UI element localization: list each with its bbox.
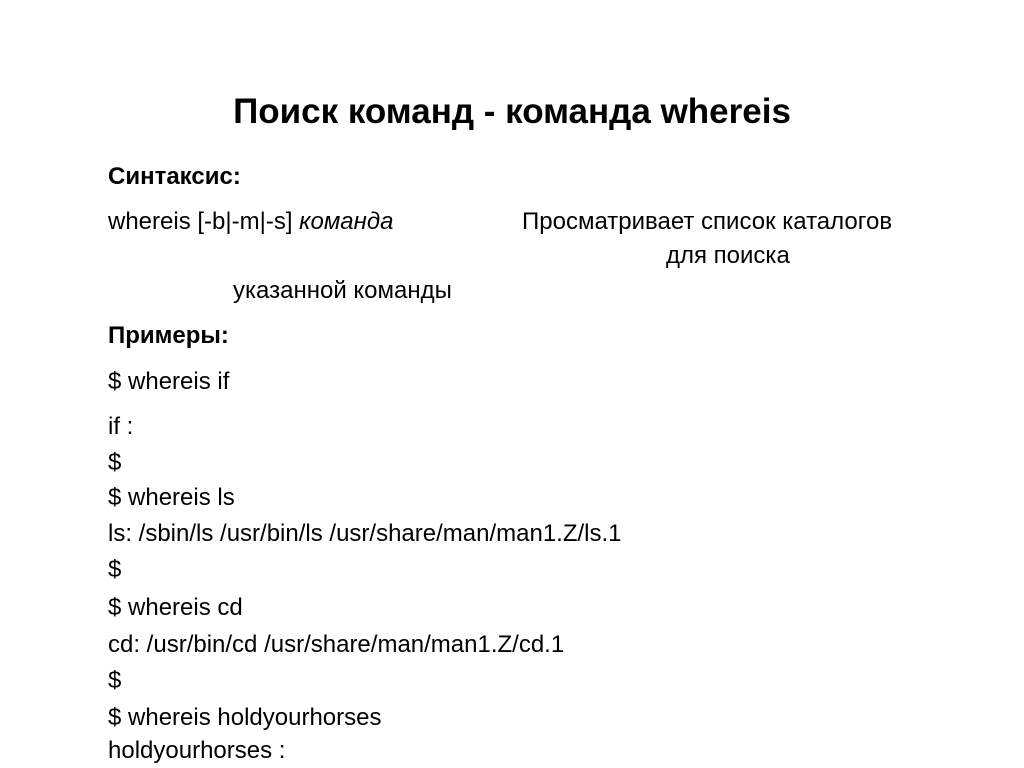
example-line: $ bbox=[108, 667, 122, 694]
syntax-heading: Синтаксис: bbox=[108, 163, 241, 190]
example-line: if : bbox=[108, 413, 134, 440]
slide-title: Поиск команд - команда whereis bbox=[233, 92, 791, 131]
example-line: $ bbox=[108, 449, 122, 476]
example-line: $ whereis holdyourhorses bbox=[108, 704, 382, 731]
examples-heading: Примеры: bbox=[108, 322, 229, 349]
syntax-description-line2: для поиска bbox=[666, 242, 790, 269]
syntax-description-line3: указанной команды bbox=[233, 277, 452, 304]
syntax-argument: команда bbox=[299, 208, 394, 235]
example-line: $ whereis if bbox=[108, 368, 230, 395]
example-line: holdyourhorses : bbox=[108, 737, 286, 764]
example-line: $ whereis cd bbox=[108, 594, 243, 621]
example-line: $ whereis ls bbox=[108, 484, 235, 511]
syntax-description-line1: Просматривает список каталогов bbox=[522, 208, 893, 235]
syntax-line bbox=[108, 207, 393, 237]
example-line: $ bbox=[108, 556, 122, 583]
syntax-command: whereis [-b|-m|-s] bbox=[108, 208, 300, 235]
example-line: ls: /sbin/ls /usr/bin/ls /usr/share/man/man1.Z/ls.1 bbox=[108, 520, 622, 547]
example-line: cd: /usr/bin/cd /usr/share/man/man1.Z/cd.1 bbox=[108, 631, 565, 658]
